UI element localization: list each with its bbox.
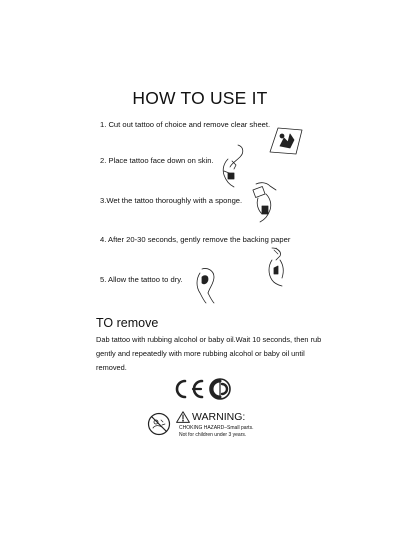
- green-dot-icon: [209, 378, 231, 400]
- hand-placing-icon: [218, 143, 248, 188]
- warning-title: WARNING:: [192, 411, 246, 423]
- page-title: HOW TO USE IT: [132, 88, 268, 108]
- scissors-sheet-icon: [268, 126, 308, 156]
- step-3: 3.Wet the tattoo thoroughly with a sponge.: [100, 196, 243, 205]
- sponge-hand-icon: [250, 180, 282, 222]
- arm-tattoo-icon: [194, 265, 220, 305]
- remove-heading: TO remove: [96, 316, 159, 330]
- warning-line-2: Not for children under 3 years.: [179, 432, 247, 438]
- no-children-icon: [147, 412, 171, 436]
- warning-triangle-icon: [176, 411, 190, 423]
- step-5: 5. Allow the tattoo to dry.: [100, 275, 183, 284]
- step-2: 2. Place tattoo face down on skin.: [100, 156, 214, 165]
- step-4: 4. After 20-30 seconds, gently remove the backing paper: [100, 235, 291, 244]
- step-1: 1. Cut out tattoo of choice and remove clear sheet.: [100, 120, 271, 129]
- remove-instructions: Dab tattoo with rubbing alcohol or baby oil.Wait 10 seconds, then rub gently and repeatedly with more rubbing alcohol or baby oil until removed.: [96, 335, 322, 372]
- warning-line-1: CHOKING HAZARD–Small parts.: [179, 425, 254, 431]
- ce-mark-icon: [171, 378, 205, 400]
- peel-paper-icon: [266, 246, 288, 286]
